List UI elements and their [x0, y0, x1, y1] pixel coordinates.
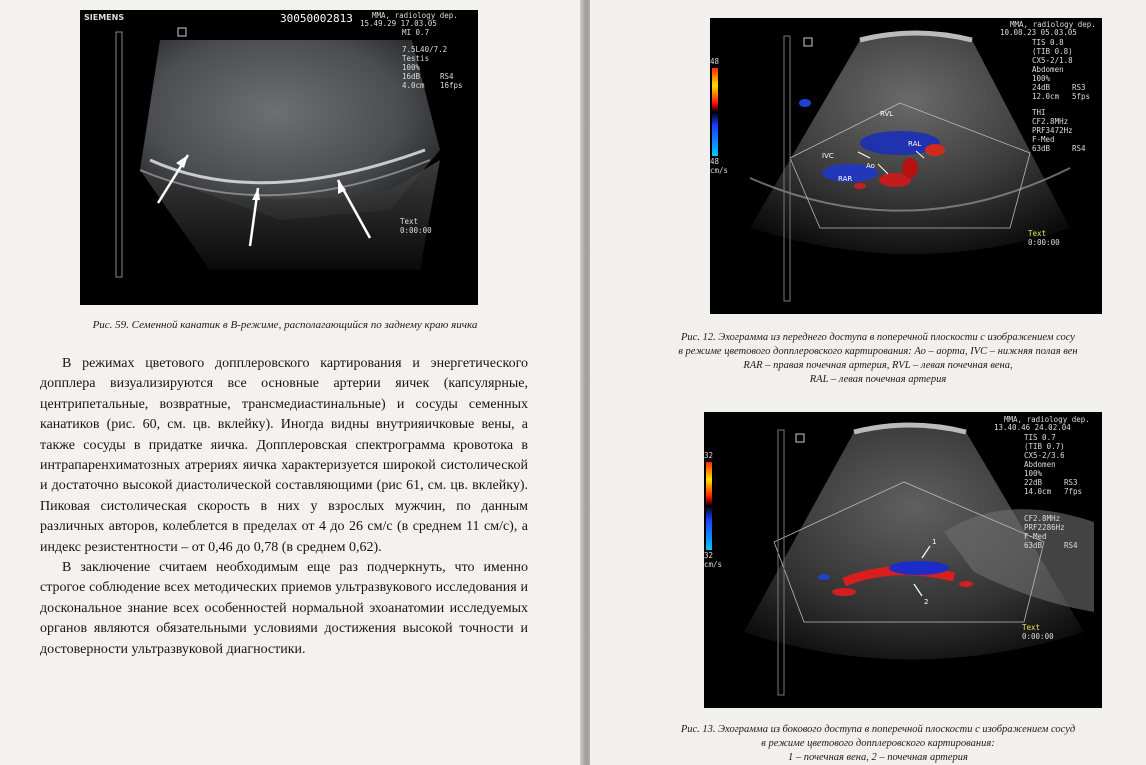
- figure-13-header-1: MMA, radiology dep.: [1004, 415, 1090, 424]
- figure-13-filter: F-Med: [1024, 532, 1047, 541]
- figure-12-time: 0:00:00: [1028, 238, 1060, 247]
- figure-12-color-scale: [712, 68, 718, 156]
- figure-13-label-1: 1: [932, 538, 937, 546]
- figure-12-header-1: MMA, radiology dep.: [1010, 20, 1096, 29]
- figure-13-scale-top: 32: [704, 451, 714, 460]
- figure-13-header-2: 13.40.46 24.02.04: [994, 423, 1071, 432]
- figure-13-scale-bottom: 32: [704, 551, 714, 560]
- figure-59-header-2: 15.49.29 17.03.05: [360, 19, 437, 28]
- figure-13-tib: (TIB 0.7): [1024, 442, 1065, 451]
- figure-12-power: 100%: [1032, 74, 1051, 83]
- figure-12-caption: [610, 331, 1146, 387]
- figure-12-depth: 12.0cm: [1032, 92, 1060, 101]
- figure-13-rs: RS3: [1064, 478, 1078, 487]
- figure-12-rs: RS3: [1072, 83, 1086, 92]
- figure-12-caption-line-4: RAL – левая почечная артерия: [809, 374, 947, 385]
- figure-12-scale-unit: cm/s: [710, 166, 729, 175]
- figure-13-tis: TIS 0.7: [1024, 433, 1056, 442]
- figure-13-scale-unit: cm/s: [704, 560, 723, 569]
- figure-12-header-2: 10.08.23 05.03.05: [1000, 28, 1077, 37]
- figure-59-header-1: MMA, radiology dep.: [372, 11, 458, 20]
- figure-12-ultrasound: [710, 18, 1102, 314]
- figure-12-cf: CF2.8MHz: [1032, 117, 1069, 126]
- figure-13-cf: CF2.8MHz: [1024, 514, 1061, 523]
- figure-13-cgain: 63dB: [1024, 541, 1043, 550]
- figure-13-power: 100%: [1024, 469, 1043, 478]
- figure-13-caption-line-1: Рис. 13. Эхограмма из бокового доступа в поперечной плоскости с изображением сосуд: [680, 724, 1076, 735]
- figure-12-preset: Abdomen: [1032, 65, 1064, 74]
- figure-13-ultrasound: [704, 412, 1102, 708]
- body-text: [40, 354, 528, 660]
- figure-59-mi: MI 0.7: [402, 28, 430, 37]
- figure-59-fps: 16fps: [440, 81, 463, 90]
- figure-13-preset: Abdomen: [1024, 460, 1056, 469]
- figure-13-probe: CX5-2/3.6: [1024, 451, 1065, 460]
- figure-12-scale-bottom: 48: [710, 157, 720, 166]
- figure-12-gain: 24dB: [1032, 83, 1051, 92]
- figure-12-label-ral: RAL: [908, 140, 922, 148]
- figure-59-ultrasound: [80, 10, 478, 305]
- figure-12-thi: THI: [1032, 108, 1046, 117]
- figure-13-gain: 22dB: [1024, 478, 1043, 487]
- figure-13-color-scale: [706, 462, 712, 550]
- figure-12-label-rvl: RVL: [880, 110, 894, 118]
- right-page: [590, 0, 1146, 765]
- figure-59-depth: 4.0cm: [402, 81, 425, 90]
- figure-59-probe: 7.5L40/7.2: [402, 45, 448, 54]
- figure-12-prf: PRF3472Hz: [1032, 126, 1073, 135]
- figure-13-prf: PRF2286Hz: [1024, 523, 1065, 532]
- figure-12-filter: F-Med: [1032, 135, 1055, 144]
- figure-13-caption: [610, 723, 1146, 765]
- figure-12-rs2: RS4: [1072, 144, 1086, 153]
- figure-12-label-ao: Ao: [866, 162, 875, 170]
- figure-59-preset: Testis: [402, 54, 430, 63]
- figure-13-rs2: RS4: [1064, 541, 1078, 550]
- figure-12-caption-line-3: RAR – правая почечная артерия, RVL – левая почечная вена,: [743, 360, 1013, 371]
- figure-59-brand: SIEMENS: [84, 13, 125, 22]
- figure-12-caption-line-2: в режиме цветового допплеровского картирования: Ао – аорта, IVC – нижняя полая вен: [678, 346, 1078, 357]
- figure-13-label-2: 2: [924, 598, 929, 606]
- figure-12-label-ivc: IVC: [822, 152, 834, 160]
- figure-12-tib: (TIB 0.8): [1032, 47, 1073, 56]
- paragraph-2: В заключение считаем необходимым еще раз подчеркнуть, что именно строгое соблюдение всех методических приемов ультразвукового исследования и доскональное знание всех особенностей нормальной эхоанатомии исследуемых органов являются обязательными условиями достижения высокой точности и достоверности ультразвуковой диагностики.: [40, 560, 528, 657]
- figure-13-fps: 7fps: [1064, 487, 1083, 496]
- figure-59-power: 100%: [402, 63, 421, 72]
- figure-13-text-label: Text: [1022, 623, 1041, 632]
- figure-13-caption-line-3: 1 – почечная вена, 2 – почечная артерия: [788, 752, 968, 763]
- figure-59-text-label: Text: [400, 217, 419, 226]
- figure-12-fps: 5fps: [1072, 92, 1091, 101]
- figure-59-time: 0:00:00: [400, 226, 432, 235]
- figure-12-cgain: 63dB: [1032, 144, 1051, 153]
- figure-12-probe: CX5-2/1.8: [1032, 56, 1073, 65]
- figure-12-caption-line-1: Рис. 12. Эхограмма из переднего доступа в поперечной плоскости с изображением сосу: [681, 332, 1075, 343]
- figure-12-scale-top: 48: [710, 57, 720, 66]
- figure-59-rs: RS4: [440, 72, 454, 81]
- figure-12-tis: TIS 0.8: [1032, 38, 1064, 47]
- figure-59-gain: 16dB: [402, 72, 421, 81]
- figure-13-time: 0:00:00: [1022, 632, 1054, 641]
- figure-59-id: 30050002813: [280, 12, 353, 25]
- figure-12-text-label: Text: [1028, 229, 1047, 238]
- figure-13-depth: 14.0cm: [1024, 487, 1052, 496]
- paragraph-1: В режимах цветового допплеровского картирования и энергетического допплера визуализируются все основные артерии яичек (капсулярные, центрипетальные, возвратные, трансмедиастинальные) и сосуды семенных канатиков (рис. 60, см. цв. вклейку). Иногда видны внутрияичковые вены, а также сосуды в придатке яичка. Допплеровская спектрограмма кровотока в интрапаренхиматозных атрериях яичка характеризуется широкой систолической и достаточно высокой диастолической составляющими (рис 61, см. цв. вклейку). Пиковая систолическая скорость в них у взрослых мужчин, по данным различных авторов, колеблется в пределах от 4 до 26 см/с (в среднем 11 см/с), а индекс резистентности – от 0,46 до 0,78 (в среднем 0,62).: [40, 356, 528, 555]
- figure-12-label-rar: RAR: [838, 175, 853, 183]
- figure-13-caption-line-2: в режиме цветового допплеровского картирования:: [761, 738, 995, 749]
- figure-59-caption: Рис. 59. Семенной канатик в В-режиме, располагающийся по заднему краю яичка: [92, 319, 478, 331]
